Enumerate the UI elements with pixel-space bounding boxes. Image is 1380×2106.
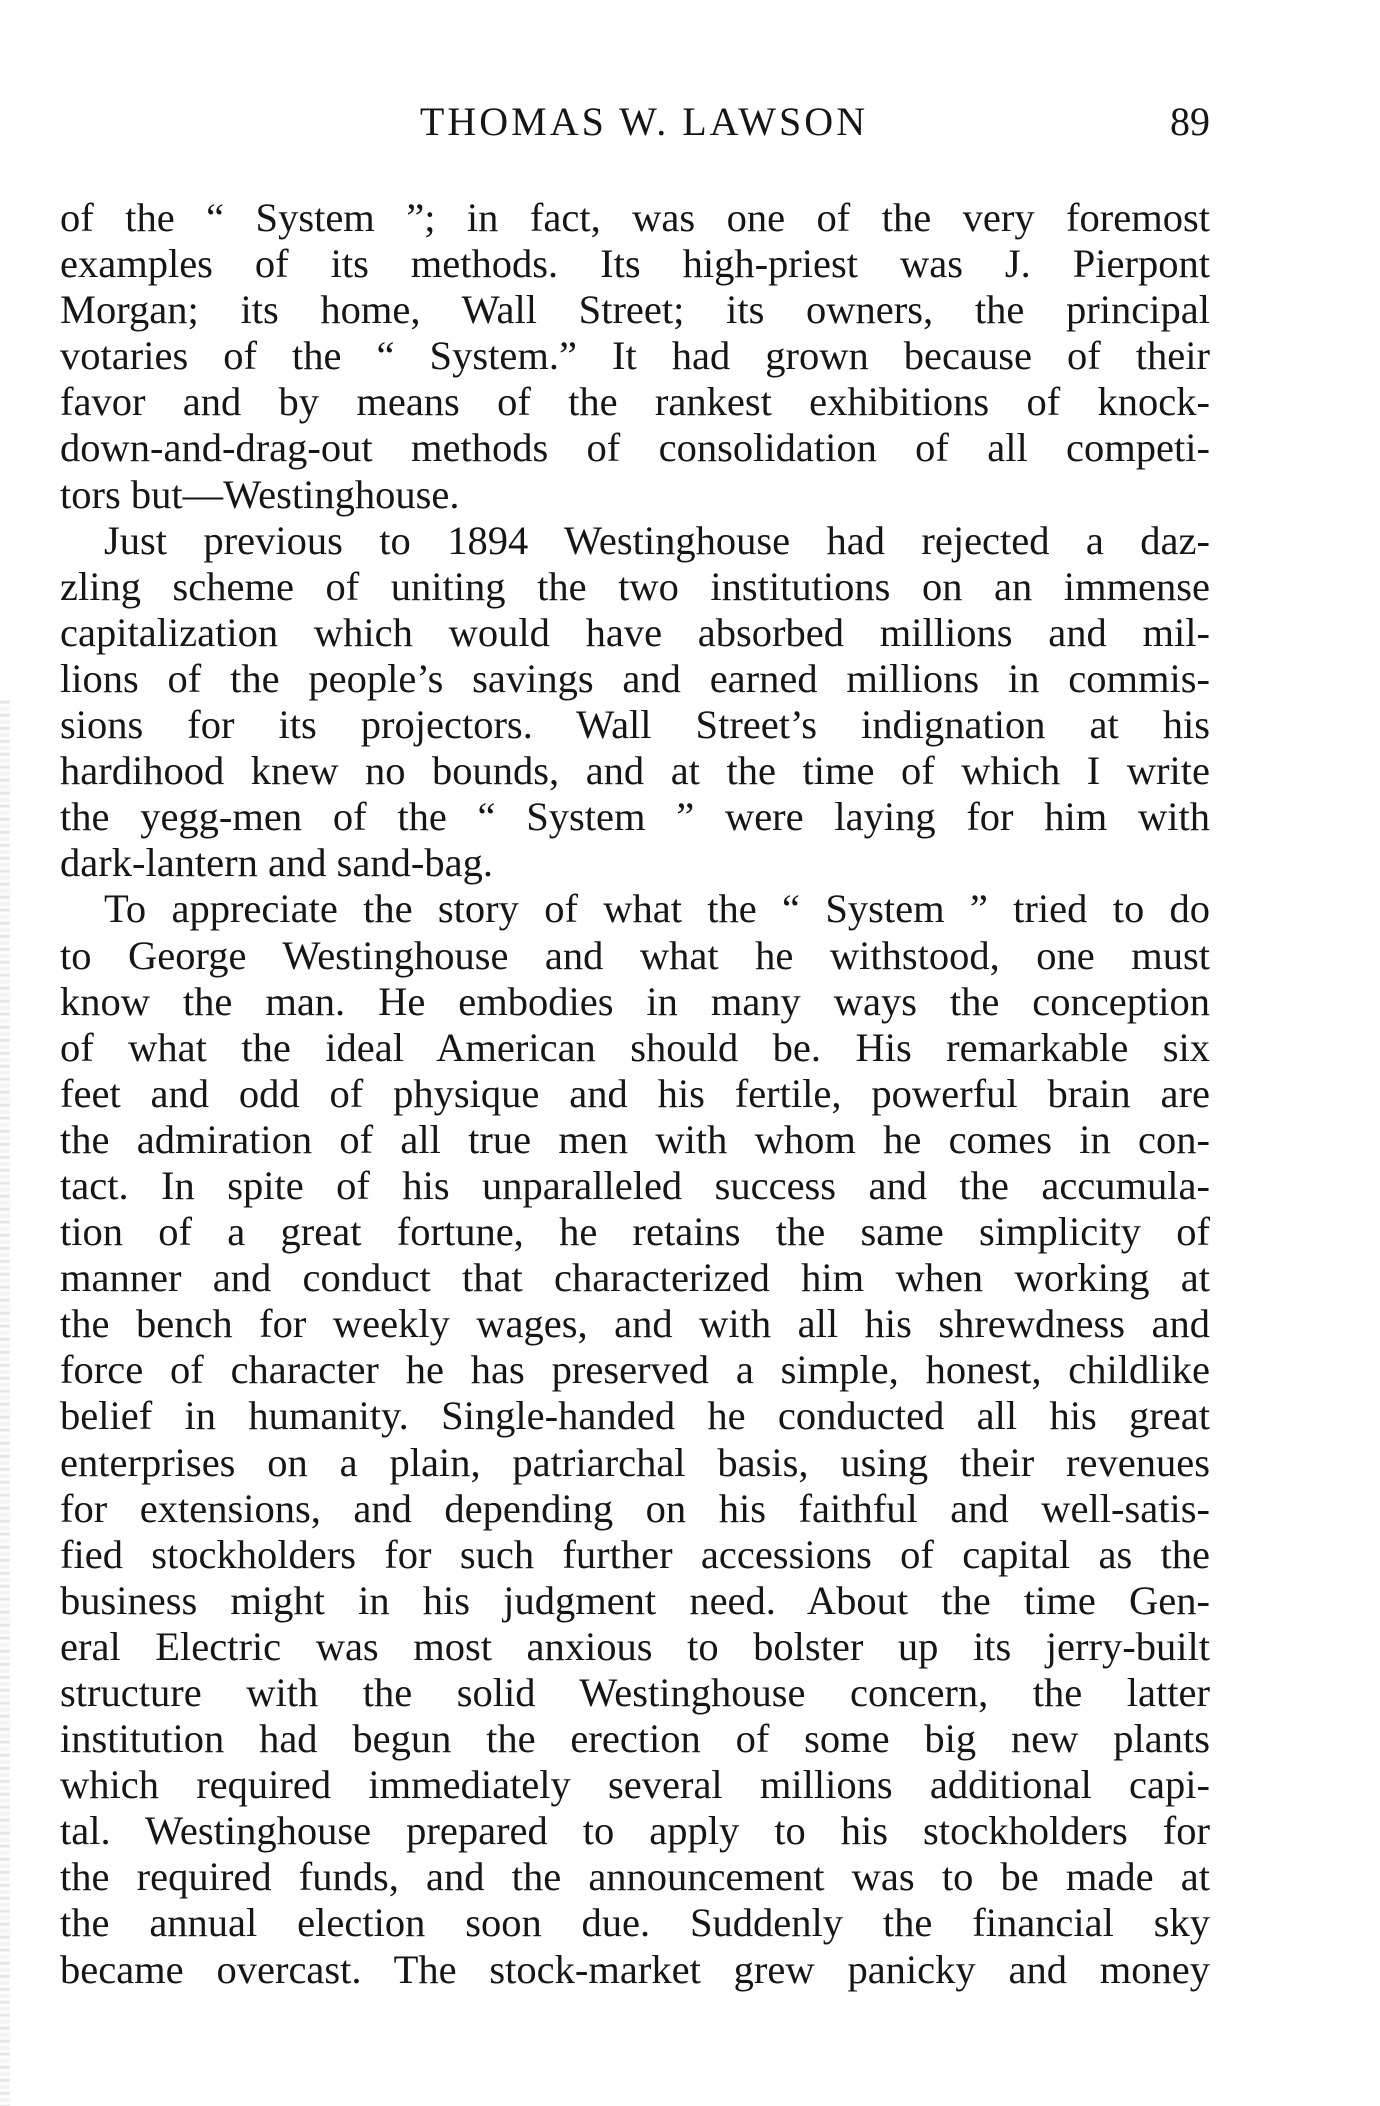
text-line: feet and odd of physique and his fertile, powerful brain are (60, 1070, 1210, 1116)
text-line: to George Westinghouse and what he withstood, one must (60, 932, 1210, 978)
text-line: tion of a great fortune, he retains the same simplicity of (60, 1209, 1210, 1255)
text-line: became overcast. The stock-market grew panicky and money (60, 1946, 1210, 1992)
scan-edge-shadow (0, 700, 10, 2106)
text-line: the bench for weekly wages, and with all his shrewdness and (60, 1301, 1210, 1347)
text-line: business might in his judgment need. About the time Gen- (60, 1577, 1210, 1623)
body-text (60, 195, 1210, 1993)
text-line: of the “ System ”; in fact, was one of the very foremost (60, 195, 1210, 240)
running-head: THOMAS W. LAWSON (419, 99, 869, 144)
text-line: eral Electric was most anxious to bolster up its jerry-built (60, 1623, 1210, 1669)
text-line: the annual election soon due. Suddenly the financial sky (60, 1900, 1210, 1946)
page-number: 89 (1170, 99, 1210, 144)
text-line: the required funds, and the announcement was to be made at (60, 1854, 1210, 1900)
text-line: tact. In spite of his unparalleled success and the accumula- (60, 1162, 1210, 1208)
paragraph-first-line: Just previous to 1894 Westinghouse had rejected a daz- (104, 517, 1210, 563)
text-line: lions of the people’s savings and earned millions in commis- (60, 655, 1210, 701)
text-line: tors but—Westinghouse. (60, 471, 460, 517)
text-line: enterprises on a plain, patriarchal basis, using their revenues (60, 1439, 1210, 1485)
text-line: structure with the solid Westinghouse concern, the latter (60, 1670, 1210, 1715)
text-line: down-and-drag-out methods of consolidation of all competi- (60, 425, 1210, 471)
text-line: dark-lantern and sand-bag. (60, 840, 493, 886)
text-line: belief in humanity. Single-handed he conducted all his great (60, 1393, 1210, 1439)
text-line: fied stockholders for such further accessions of capital as the (60, 1531, 1210, 1577)
text-line: hardihood knew no bounds, and at the time of which I write (60, 748, 1210, 794)
text-line: know the man. He embodies in many ways the conception (60, 978, 1210, 1024)
text-line: sions for its projectors. Wall Street’s indignation at his (60, 702, 1210, 748)
text-line: Morgan; its home, Wall Street; its owners, the principal (60, 287, 1210, 333)
text-line: manner and conduct that characterized him when working at (60, 1255, 1210, 1301)
text-line: institution had begun the erection of some big new plants (60, 1716, 1210, 1762)
text-line: for extensions, and depending on his faithful and well-satis- (60, 1485, 1210, 1531)
text-line: force of character he has preserved a simple, honest, childlike (60, 1347, 1210, 1393)
text-line: favor and by means of the rankest exhibitions of knock- (60, 379, 1210, 425)
page-header (60, 96, 1210, 148)
text-line: capitalization which would have absorbed millions and mil- (60, 609, 1210, 655)
text-line: the yegg-men of the “ System ” were laying for him with (60, 794, 1210, 840)
text-line: examples of its methods. Its high-priest was J. Pierpont (60, 241, 1210, 287)
text-line: the admiration of all true men with whom he comes in con- (60, 1116, 1210, 1162)
text-line: votaries of the “ System.” It had grown because of their (60, 333, 1210, 379)
text-line: of what the ideal American should be. His remarkable six (60, 1024, 1210, 1070)
text-line: tal. Westinghouse prepared to apply to his stockholders for (60, 1808, 1210, 1854)
text-line: which required immediately several millions additional capi- (60, 1762, 1210, 1808)
text-line: zling scheme of uniting the two institutions on an immense (60, 563, 1210, 609)
paragraph-first-line: To appreciate the story of what the “ System ” tried to do (104, 886, 1210, 932)
